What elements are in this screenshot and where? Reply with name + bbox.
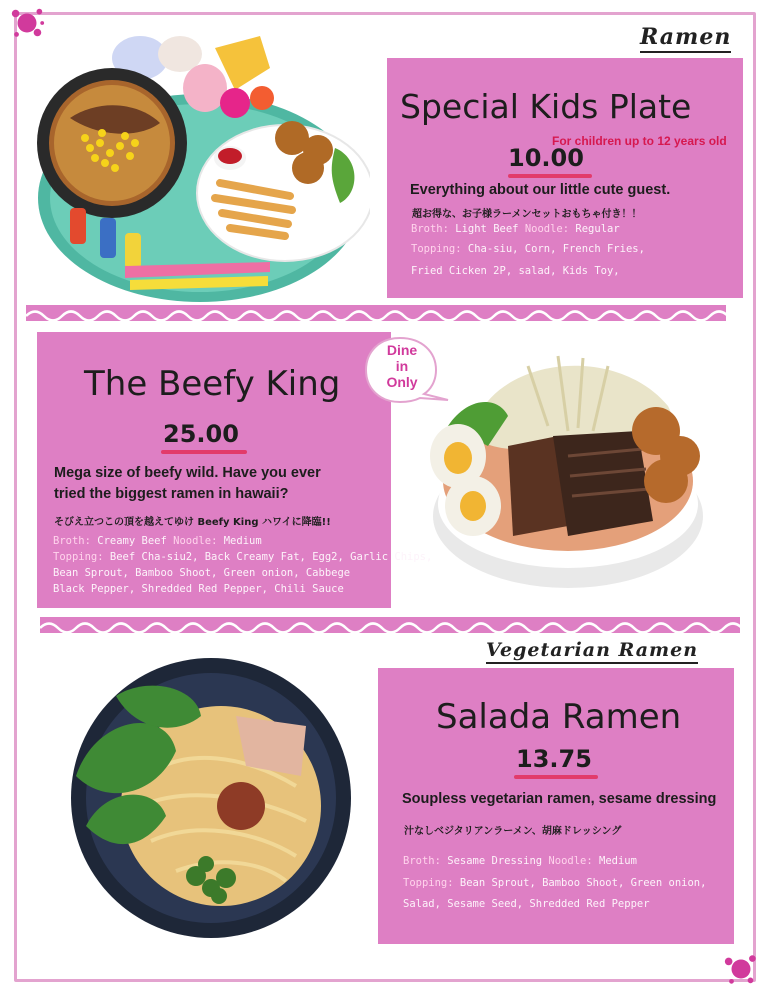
salada-ramen-price-underline bbox=[514, 775, 598, 779]
beefy-king-topping-line-2: Bean Sprout, Bamboo Shoot, Green onion, Cabbege bbox=[53, 567, 351, 579]
beefy-king-photo bbox=[418, 336, 720, 596]
salada-ramen-topping-line-1: Topping: Bean Sprout, Bamboo Shoot, Green onion, bbox=[403, 877, 707, 889]
section-title-vegetarian: Vegetarian Ramen bbox=[486, 639, 698, 661]
kids-plate-price-underline bbox=[508, 174, 592, 178]
section-title-ramen: Ramen bbox=[640, 24, 731, 50]
wave-divider-1 bbox=[26, 305, 726, 321]
kids-plate-description-jp: 超お得な、お子様ラーメンセットおもちゃ付き！！ bbox=[412, 209, 642, 220]
beefy-king-price: 25.00 bbox=[163, 420, 239, 448]
kids-plate-price: 10.00 bbox=[508, 144, 584, 172]
beefy-king-broth-line: Broth: Creamy Beef Noodle: Medium bbox=[53, 535, 262, 547]
salada-ramen-name: Salada Ramen bbox=[436, 697, 682, 737]
kids-plate-broth-line: Broth: Light Beef Noodle: Regular bbox=[411, 223, 620, 235]
salada-ramen-photo bbox=[56, 656, 366, 940]
salada-ramen-price: 13.75 bbox=[516, 745, 592, 773]
kids-plate-age-note: For children up to 12 years old bbox=[552, 134, 727, 148]
kids-plate-description: Everything about our little cute guest. bbox=[410, 182, 671, 198]
salada-ramen-description-jp: 汁なしベジタリアンラーメン、胡麻ドレッシング bbox=[404, 826, 622, 837]
beefy-king-description-1: Mega size of beefy wild. Have you ever bbox=[54, 465, 321, 481]
salada-ramen-description: Soupless vegetarian ramen, sesame dressing bbox=[402, 791, 717, 807]
wave-divider-2 bbox=[40, 617, 740, 633]
salada-ramen-topping-line-2: Salad, Sesame Seed, Shredded Red Pepper bbox=[403, 898, 650, 910]
beefy-king-name: The Beefy King bbox=[84, 364, 341, 404]
beefy-king-topping-line-1: Topping: Beef Cha-siu2, Back Creamy Fat, Egg2, Garlic Chips, bbox=[53, 551, 433, 563]
beefy-king-description-2: tried the biggest ramen in hawaii? bbox=[54, 486, 289, 502]
kids-plate-photo bbox=[30, 28, 370, 308]
beefy-king-description-jp: そびえ立つこの頂を越えてゆけ Beefy King ハワイに降臨!! bbox=[54, 517, 331, 528]
beefy-king-topping-line-3: Black Pepper, Shredded Red Pepper, Chili Sauce bbox=[53, 583, 344, 595]
beefy-king-price-underline bbox=[161, 450, 247, 454]
dine-in-badge-text: Dine in Only bbox=[386, 342, 418, 390]
paint-splat-bottom-right bbox=[722, 950, 760, 988]
salada-ramen-broth-line: Broth: Sesame Dressing Noodle: Medium bbox=[403, 855, 637, 867]
kids-plate-topping-line-1: Topping: Cha-siu, Corn, French Fries, bbox=[411, 243, 645, 255]
kids-plate-topping-line-2: Fried Cicken 2P, salad, Kids Toy, bbox=[411, 265, 620, 277]
kids-plate-name: Special Kids Plate bbox=[400, 87, 692, 126]
